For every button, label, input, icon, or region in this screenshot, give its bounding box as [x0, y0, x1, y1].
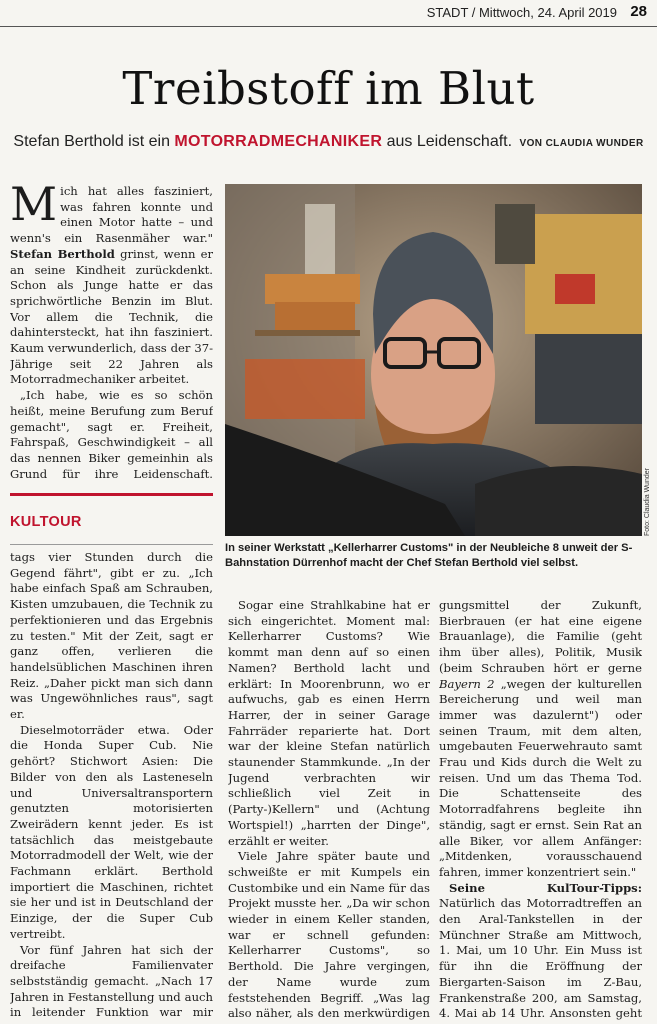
photo-caption: In seiner Werkstatt „Kellerharrer Customs" in der Neubleiche 8 unweit der S-Bahnstation Dürrenhof macht der Chef Stefan Berthold viel selbst. — [225, 542, 633, 569]
drop-cap: M — [10, 184, 58, 231]
text: Natürlich das Motorradtreffen an den Aral-Tankstellen in der Münchner Straße am Mittwoch, 1. Mai, um 10 Uhr. Ein Muss ist für ihn die Eröffnung der Biergarten-Saison im Z-Bau, Frankenstraße 200, am Samstag, 4. Mai ab 14 Uhr. Ansonsten geht — [439, 896, 642, 1021]
column-1-bottom — [10, 550, 213, 1020]
radio-station-name: Bayern 2 — [439, 676, 495, 691]
column-1-top — [10, 184, 213, 484]
person-name: Stefan Berthold — [10, 246, 115, 261]
article-subtitle — [0, 133, 657, 151]
page-number: 28 — [630, 3, 647, 20]
subtitle-text-end: aus Leidenschaft. — [382, 133, 513, 150]
photo-illustration — [225, 184, 642, 536]
section-date: STADT / Mittwoch, 24. April 2019 — [426, 5, 617, 20]
page-header — [0, 0, 657, 26]
column-2 — [228, 598, 430, 1022]
column-3 — [439, 598, 642, 1022]
article-photo — [225, 184, 642, 536]
kultour-label-block — [10, 493, 213, 545]
divider — [10, 544, 213, 545]
paragraph: Sogar eine Strahlkabine hat er sich eingerichtet. Moment mal: Kellerharrer Customs? Wie kommt man denn auf so einen Namen? Berthold lacht und erklärt: In Moorenbrunn, wo er aufwuchs, gab es einen Herrn Harrer, der in seiner Garage Fahrräder reparierte hat. Dort war der kleine Stefan natürlich staunender Stammkunde. „In der Jugend verbrachten wir schließlich viel Zeit in (Party-)Kellern" und (Achtung Wortspiel!) „harrten der Dinge", erzählt er weiter. — [228, 598, 430, 848]
text: gungsmittel der Zukunft, Bierbrauen (er hat eine eigene Brauanlage), die Familie (geht ihm über alles), Politik, Musik (beim Schrauben hört er gerne — [439, 598, 642, 675]
paragraph: Viele Jahre später baute und schweißte er mit Kumpels ein Custombike und ein Name für das Projekt musste her. „Da wir schon wieder in einem Keller standen, war er schnell gefunden: Kellerharrer Customs", so Berthold. Die Jahre vergingen, der Name wurde zum feststehenden Begriff. „Was lag also näher, als den merkwürdigen — [228, 849, 430, 1021]
tips-heading: Seine KulTour-Tipps: — [449, 880, 642, 895]
kultour-label: KULTOUR — [10, 514, 82, 530]
paragraph — [10, 184, 213, 388]
paragraph — [439, 881, 642, 1022]
accent-rule — [10, 493, 213, 496]
article-title: Treibstoff im Blut — [122, 62, 535, 115]
text: grinst, wenn er an seine Kindheit zurückdenkt. Schon als Junge hatte er das sprichwörtliche Benzin im Blut. Vor allem die Technik, die dahintersteckt, hat ihn fasziniert. Kaum verwunderlich, dass der 37-Jährige seit 22 Jahren als Motorradmechaniker arbeitet. — [10, 246, 213, 387]
header-rule — [0, 26, 657, 27]
text: „wegen der kulturellen Bereicherung und weil man immer was dazulernt") oder seinen Traum, mit dem alten, umgebauten Feuerwehrauto samt Frau und Kids durch die Welt zu reisen. Und um das Thema Tod. Die Schattenseite des Motorradfahrens begleite ihn ständig, sagt er ernst. Sein Rat an alle Biker, vor allem Anfänger: „Mitdenken, vorausschauend fahren, immer konzentriert sein." — [439, 676, 642, 879]
paragraph: Dieselmotorräder etwa. Oder die Honda Super Cub. Nie gehört? Stichwort Asien: Die Bilder von den als Lasteneseln und Universaltransportern genutzten motorisierten Zweirädern kennt jeder. Es ist tatsächlich das meistgebaute Motorradmodell der Welt, wie der Fachmann erklärt. Berthold importiert die Maschinen, richtet sie her und ist in Deutschland der Einzige, der die Super Cub vertreibt. — [10, 722, 213, 941]
author-byline: VON CLAUDIA WUNDER — [519, 138, 644, 149]
paragraph: tags vier Stunden durch die Gegend fährt", gibt er zu. „Ich habe einfach Spaß am Schrauben, Kisten umzubauen, die Technik zu perfektionieren und das Ergebnis zu testen." Mit der Zeit, sagt er ganz offen, verlieren die handelsüblichen Maschinen ihren Reiz. „Daher pickt man sich dann was Ungewöhnliches raus", sagt er. — [10, 550, 213, 722]
paragraph: Vor fünf Jahren hat sich der dreifache Familienvater selbstständig gemacht. „Nach 17 Jahren in Festanstellung und auch in leitender Funktion war mir — [10, 942, 213, 1020]
paragraph — [439, 598, 642, 881]
paragraph: „Ich habe, wie es so schön heißt, meine Berufung zum Beruf gemacht", sagt er. Freiheit, Fahrspaß, Geschwindigkeit – all das nennen Biker gemeinhin als Grund für ihre Leidenschaft. — [10, 388, 213, 481]
photo-credit: Foto: Claudia Wunder — [644, 468, 651, 536]
text: ich hat alles fasziniert, was fahren konnte und einen Motor hatte – und wenn's ein Rasenmäher war." — [10, 184, 213, 246]
subtitle-text: Stefan Berthold ist ein — [13, 133, 175, 150]
subtitle-keyword: MOTORRADMECHANIKER — [174, 133, 383, 150]
